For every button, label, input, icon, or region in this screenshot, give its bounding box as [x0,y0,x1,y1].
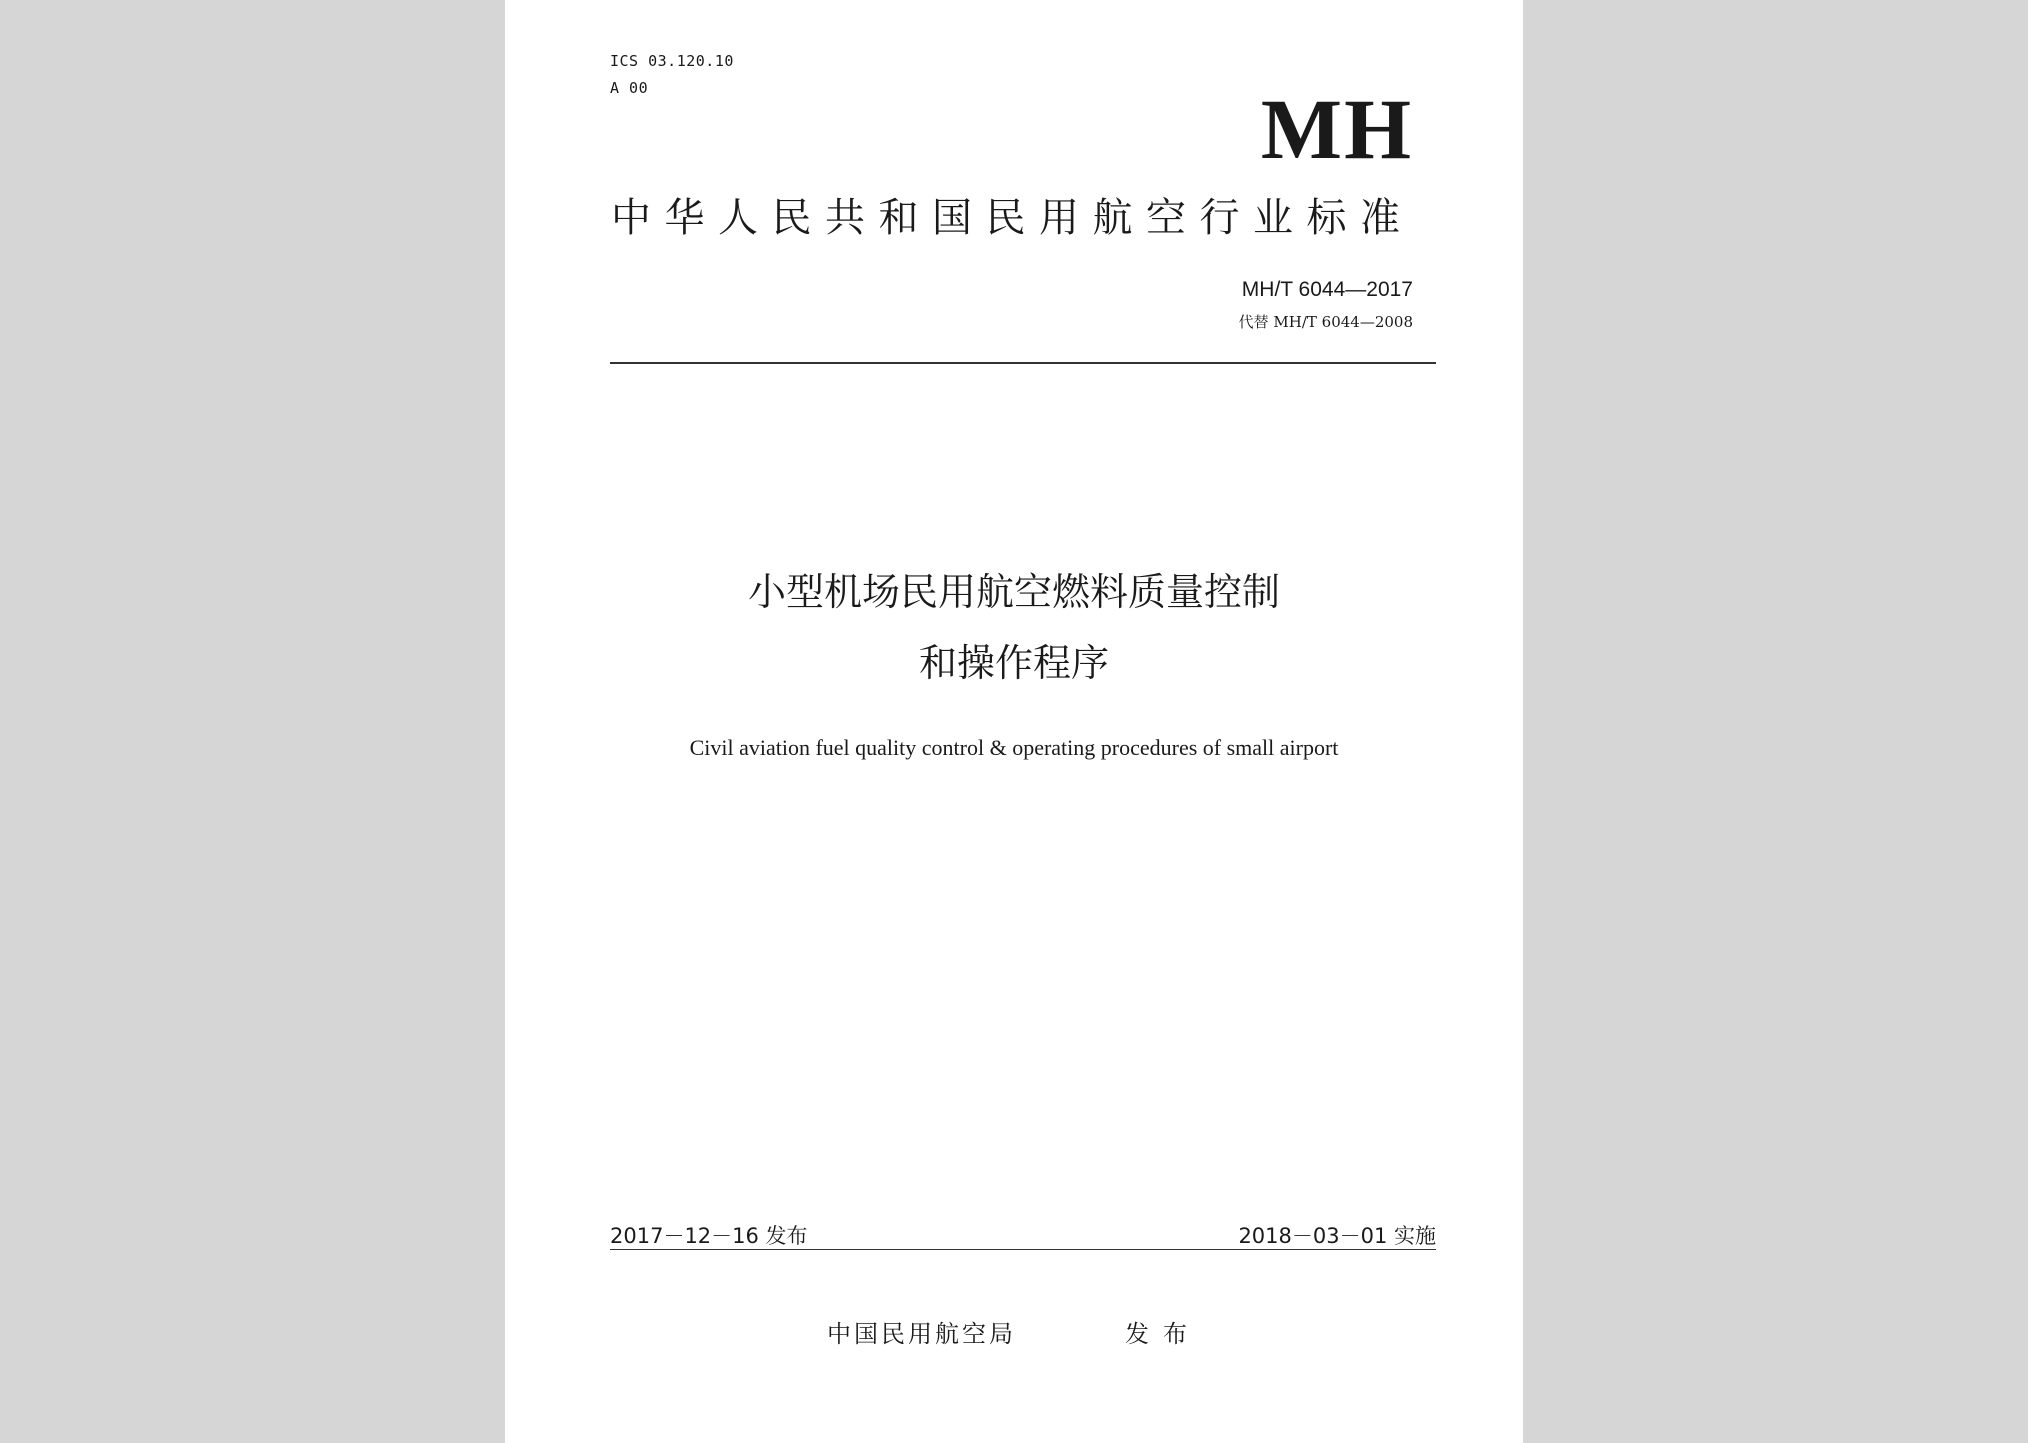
replaces-standard: 代替 MH/T 6044—2008 [1238,313,1413,331]
publish-label: 发布 [1125,1320,1201,1348]
document-title-en: Civil aviation fuel quality control & operating procedures of small airport [689,735,1339,760]
implementation-date: 2018－03－01 实施 [1238,1224,1436,1248]
ccs-code: A 00 [610,79,649,97]
footer-divider [610,1249,1436,1250]
issuing-authority: 中国民用航空局 [827,1320,1016,1348]
document-title-cn-line1: 小型机场民用航空燃料质量控制 [747,570,1280,614]
document-page [505,0,1523,1443]
document-title-cn-line2: 和操作程序 [918,641,1109,685]
mh-logo: MH [1260,81,1413,177]
issue-date: 2017－12－16 发布 [610,1224,808,1248]
standard-title: 中华人民共和国民用航空行业标准 [611,195,1414,241]
ics-code: ICS 03.120.10 [610,52,734,70]
header-divider [610,362,1436,364]
standard-number: MH/T 6044—2017 [1241,278,1413,301]
